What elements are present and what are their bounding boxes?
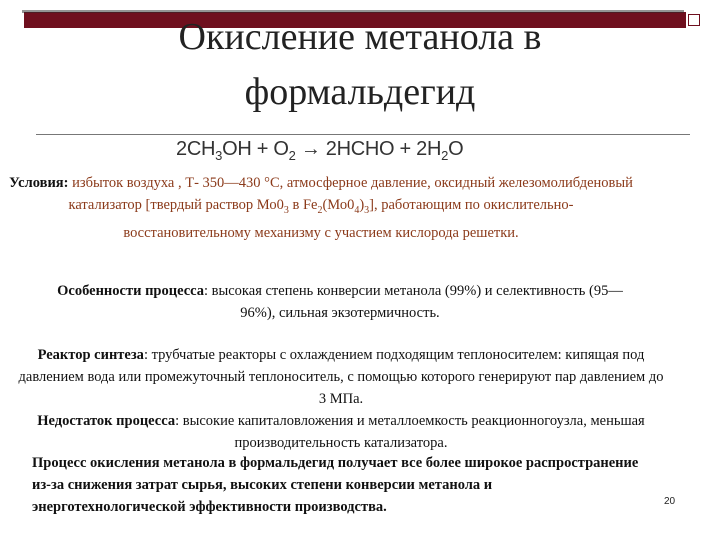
conclusion-paragraph: Процесс окисления метанола в формальдегид получает все более широкое распространение из-за снижения затрат сырья, высоких степени конверсии метанола и энерготехнологической эффективности производства. — [32, 455, 639, 515]
title-line-1: Окисление метанола в — [178, 22, 542, 58]
title-divider — [36, 134, 690, 135]
conditions-sub: 3 — [283, 204, 289, 216]
corner-square-decoration — [688, 14, 700, 26]
reactor-text: : трубчатые реакторы с охлаждением подходящим теплоносителем: кипящая под давлением вода или промежуточный теплоноситель, с помощью которого генерируют пар давлением до 3 МПа. — [18, 347, 664, 407]
conditions-sub: 2 — [317, 204, 323, 216]
conditions-text: ], работающим по окислительно-восстановительному механизму с участием кислорода решетки. — [123, 197, 574, 241]
drawback-label: Недостаток процесса — [37, 413, 176, 429]
conditions-text: избыток воздуха , Т- 350—430 °С, атмосферное давление, оксидный железомолибденовый катализатор [твердый раствор Мо0 — [68, 175, 633, 213]
conditions-text: ) — [359, 197, 365, 213]
conditions-text: (Мо0 — [322, 197, 355, 213]
conditions-paragraph — [6, 172, 636, 244]
conditions-sub: 4 — [354, 204, 360, 216]
title-line-2: формальдегид — [244, 71, 476, 113]
eq-sub: 2 — [441, 148, 449, 163]
conditions-text: в Fe — [288, 197, 318, 213]
eq-sub: 3 — [215, 148, 223, 163]
features-paragraph — [40, 280, 640, 324]
eq-part: → 2HCHO + 2H — [295, 138, 442, 160]
slide-title — [80, 22, 640, 116]
features-label: Особенности процесса — [57, 283, 204, 299]
eq-part: O — [448, 138, 464, 160]
drawback-text: : высокие капиталовложения и металлоемкость реакционногоузла, меньшая производительность катализатора. — [175, 413, 645, 451]
conditions-label: Условия: — [9, 175, 69, 191]
page-number: 20 — [664, 496, 676, 507]
reaction-equation — [176, 138, 463, 163]
features-text: : высокая степень конверсии метанола (99%) и селективность (95—96%), сильная экзотермичность. — [204, 283, 623, 321]
accent-bar-shadow — [22, 10, 684, 13]
eq-sub: 2 — [288, 148, 296, 163]
eq-part: OH + O — [222, 138, 289, 160]
reactor-paragraph — [16, 344, 666, 454]
reactor-label: Реактор синтеза — [37, 347, 144, 363]
conditions-sub: 3 — [364, 204, 370, 216]
eq-part: 2CH — [176, 138, 216, 160]
